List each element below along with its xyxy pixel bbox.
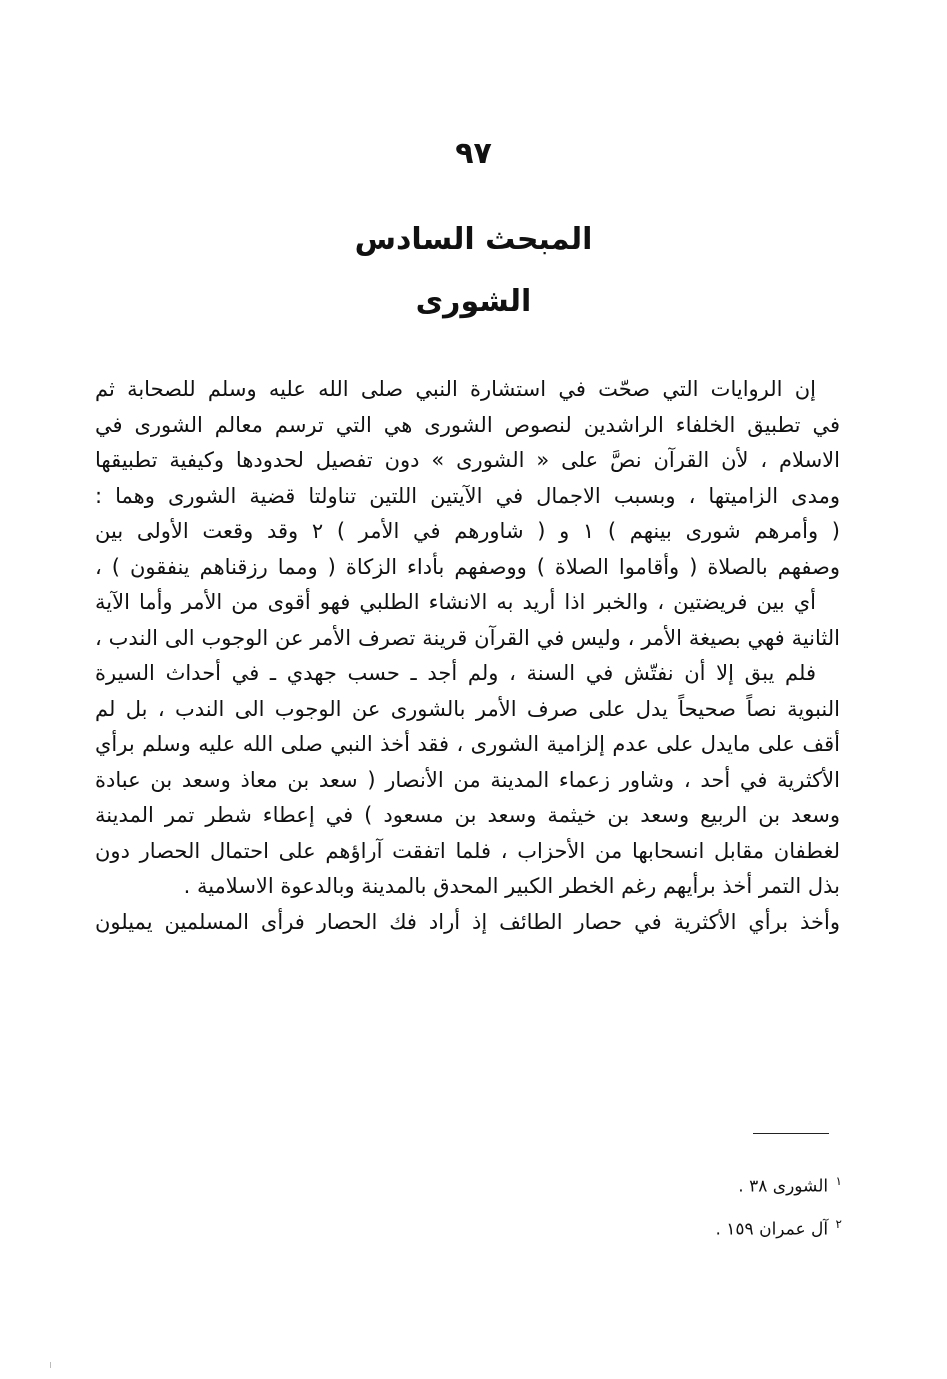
paragraph-line: بذل التمر أخذ برأيهم رغم الخطر الكبير المحدق بالمدينة وبالدعوة الاسلامية .	[183, 874, 840, 898]
paragraph-line: فلم يبق إلا أن نفتّش في السنة ، ولم أجد ـ حسب جهدي ـ في أحداث السيرة	[95, 661, 816, 685]
paragraph-line: ومدى الزاميتها ، وبسبب الاجمال في الآيتين اللتين تناولتا قضية الشورى وهما :	[95, 483, 840, 508]
paragraph-line: إن الروايات التي صحّت في استشارة النبي صلى الله عليه وسلم للصحابة ثم	[95, 377, 816, 401]
paragraph-line: الاسلام ، لأن القرآن نصَّ على « الشورى » دون تفصيل لحدودها وكيفية تطبيقها	[95, 448, 840, 472]
footnote-text: الشورى ٣٨ .	[738, 1176, 829, 1197]
topic-heading: الشورى	[415, 284, 532, 319]
paragraph-line: وصفهم بالصلاة ( وأقاموا الصلاة ) ووصفهم بأداء الزكاة ( ومما رزقناهم ينفقون ) ،	[95, 554, 840, 579]
footnote-item	[560, 1166, 842, 1209]
paragraph-line: الأكثرية في أحد ، وشاور زعماء المدينة من الأنصار ( سعد بن معاذ وسعد بن عبادة	[95, 767, 840, 792]
footnote-item	[560, 1209, 842, 1252]
paragraph-line: الثانية فهي بصيغة الأمر ، وليس في القرآن قرينة تصرف الأمر عن الوجوب الى الندب ،	[95, 625, 840, 650]
section-heading: المبحث السادس	[354, 222, 593, 257]
paragraph-line: لغطفان مقابل انسحابها من الأحزاب ، فلما اتفقت آراؤهم على احتمال الحصار دون	[95, 838, 840, 863]
body-paragraphs	[95, 372, 840, 940]
scan-margin-mark	[50, 1362, 51, 1368]
paragraph-line: أي بين فريضتين ، والخبر اذا أريد به الانشاء الطلبي فهو أقوى من الأمر وأما الآية	[95, 590, 816, 614]
footnote-marker: ٢	[835, 1217, 842, 1231]
page-number: ٩٧	[455, 136, 492, 171]
paragraph-line: وسعد بن الربيع وسعد بن خيثمة وسعد بن مسعود ) في إعطاء شطر تمر المدينة	[95, 803, 840, 827]
paragraph-line: النبوية نصاً صحيحاً يدل على صرف الأمر بالشورى عن الوجوب الى الندب ، بل لم	[95, 696, 840, 721]
footnote-marker: ١	[835, 1174, 842, 1188]
paragraph-line: أقف على مايدل على عدم إلزامية الشورى ، فقد أخذ النبي صلى الله عليه وسلم برأي	[95, 732, 840, 756]
paragraph-line: وأخذ برأي الأكثرية في حصار الطائف إذ أراد فك الحصار فرأى المسلمين يميلون	[95, 909, 840, 934]
paragraph-line: في تطبيق الخلفاء الراشدين لنصوص الشورى هي التي ترسم معالم الشورى في	[95, 412, 840, 437]
footnote-text: آل عمران ١٥٩ .	[715, 1219, 829, 1240]
footnote-divider	[753, 1133, 829, 1134]
footnotes	[560, 1166, 842, 1252]
paragraph-line: ( وأمرهم شورى بينهم ) ١ و ( شاورهم في الأمر ) ٢ وقد وقعت الأولى بين	[95, 519, 840, 543]
